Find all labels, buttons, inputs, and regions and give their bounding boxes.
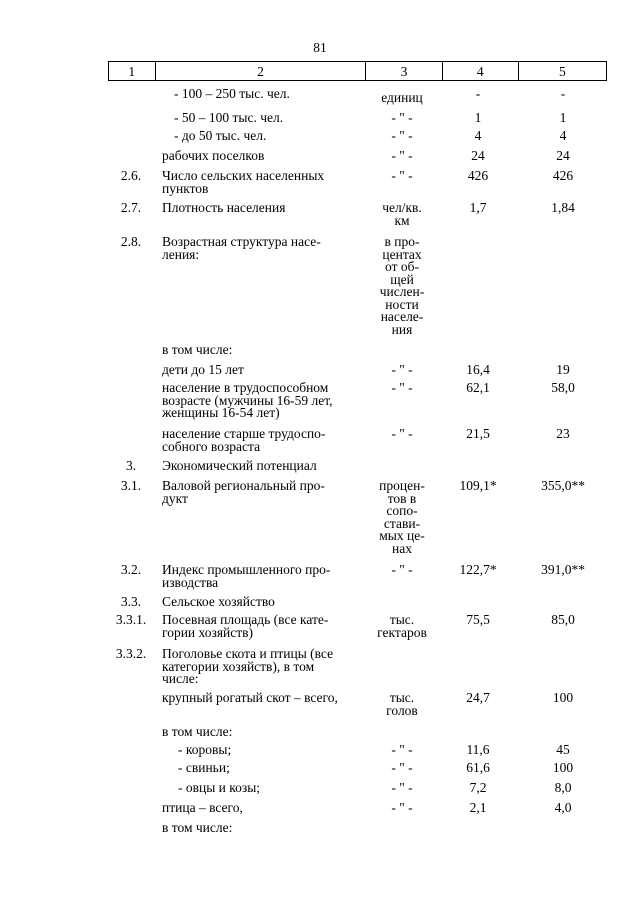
- header-col-5: 5: [518, 62, 606, 81]
- row-value-col5: 1,84: [551, 200, 575, 215]
- row-value-col4: 75,5: [466, 612, 490, 627]
- row-unit: - " -: [391, 380, 413, 395]
- row-unit: тыс. голов: [386, 690, 418, 718]
- page-number: 81: [313, 40, 327, 55]
- row-value-col5: 391,0**: [541, 562, 585, 577]
- row-unit: - " -: [391, 362, 413, 377]
- row-value-col5: 58,0: [551, 380, 575, 395]
- row-number: 3.2.: [120, 562, 142, 577]
- row-unit: - " -: [391, 562, 413, 577]
- row-label: население старше трудоспо- собного возраста: [162, 426, 326, 454]
- row-value-col5: 19: [556, 362, 570, 377]
- row-unit: единиц: [381, 90, 423, 105]
- row-label: - свиньи;: [178, 760, 230, 775]
- row-value-col5: 45: [556, 742, 570, 757]
- row-value-col5: 23: [556, 426, 570, 441]
- row-value-col5: 355,0**: [541, 478, 585, 493]
- row-unit: - " -: [391, 800, 413, 815]
- row-label: птица – всего,: [162, 800, 243, 815]
- header-col-2: 2: [155, 62, 366, 81]
- header-col-3: 3: [366, 62, 442, 81]
- row-value-col5: -: [560, 86, 566, 101]
- header-col-4: 4: [442, 62, 518, 81]
- row-label: - 50 – 100 тыс. чел.: [174, 110, 284, 125]
- row-unit: - " -: [391, 148, 413, 163]
- row-value-col5: 4: [559, 128, 567, 143]
- row-unit: - " -: [391, 742, 413, 757]
- row-number: 3.3.: [120, 594, 142, 609]
- row-value-col4: 1: [474, 110, 482, 125]
- row-value-col5: 100: [552, 760, 574, 775]
- row-value-col4: 4: [474, 128, 482, 143]
- row-unit: - " -: [391, 110, 413, 125]
- row-label: - овцы и козы;: [178, 780, 261, 795]
- row-value-col5: 24: [556, 148, 570, 163]
- row-label: Возрастная структура насе- ления:: [162, 234, 321, 262]
- row-value-col5: 85,0: [551, 612, 575, 627]
- row-number: 3.3.1.: [115, 612, 147, 627]
- row-value-col4: 61,6: [466, 760, 490, 775]
- row-value-col4: 2,1: [469, 800, 487, 815]
- row-value-col4: 16,4: [466, 362, 490, 377]
- row-unit: - " -: [391, 780, 413, 795]
- row-value-col4: 24,7: [466, 690, 490, 705]
- row-number: 3.3.2.: [115, 646, 147, 661]
- row-unit: - " -: [391, 168, 413, 183]
- row-label: Экономический потенциал: [162, 458, 317, 473]
- row-number: 2.8.: [120, 234, 142, 249]
- row-label: рабочих поселков: [162, 148, 265, 163]
- row-label: Число сельских населенных пунктов: [162, 168, 325, 196]
- row-label: население в трудоспособном возрасте (мужчины 16-59 лет, женщины 16-54 лет): [162, 380, 333, 420]
- row-label: Посевная площадь (все кате- гории хозяйств): [162, 612, 329, 640]
- row-unit: тыс. гектаров: [377, 612, 427, 640]
- row-value-col4: -: [475, 86, 481, 101]
- row-label: Плотность населения: [162, 200, 286, 215]
- row-unit: - " -: [391, 760, 413, 775]
- row-label: дети до 15 лет: [162, 362, 244, 377]
- row-unit: - " -: [391, 426, 413, 441]
- row-label: в том числе:: [162, 342, 233, 357]
- row-label: крупный рогатый скот – всего,: [162, 690, 338, 705]
- row-value-col5: 100: [552, 690, 574, 705]
- row-label: Поголовье скота и птицы (все категории хозяйств), в том числе:: [162, 646, 334, 686]
- row-label: - 100 – 250 тыс. чел.: [174, 86, 290, 101]
- row-value-col5: 4,0: [554, 800, 572, 815]
- row-value-col4: 1,7: [469, 200, 487, 215]
- row-number: 3.1.: [120, 478, 142, 493]
- row-value-col5: 1: [559, 110, 567, 125]
- row-value-col4: 11,6: [466, 742, 490, 757]
- row-value-col4: 24: [471, 148, 485, 163]
- header-col-1: 1: [109, 62, 156, 81]
- row-label: в том числе:: [162, 724, 233, 739]
- row-value-col4: 109,1*: [459, 478, 497, 493]
- row-label: Сельское хозяйство: [162, 594, 275, 609]
- row-unit: - " -: [391, 128, 413, 143]
- row-number: 2.6.: [120, 168, 142, 183]
- row-label: - коровы;: [178, 742, 232, 757]
- row-number: 3.: [125, 458, 137, 473]
- row-value-col4: 7,2: [469, 780, 487, 795]
- row-unit: процен- тов в сопо- стави- мых це- нах: [379, 478, 425, 556]
- row-value-col5: 8,0: [554, 780, 572, 795]
- row-label: Индекс промышленного про- изводства: [162, 562, 331, 590]
- row-label: в том числе:: [162, 820, 233, 835]
- row-value-col4: 62,1: [466, 380, 490, 395]
- row-label: - до 50 тыс. чел.: [174, 128, 267, 143]
- row-unit: в про- центах от об- щей числен- ности населе- ния: [379, 234, 425, 337]
- row-unit: чел/кв. км: [382, 200, 422, 228]
- row-value-col5: 426: [552, 168, 574, 183]
- row-value-col4: 21,5: [466, 426, 490, 441]
- row-number: 2.7.: [120, 200, 142, 215]
- row-label: Валовой региональный про- дукт: [162, 478, 325, 506]
- row-value-col4: 426: [467, 168, 489, 183]
- row-value-col4: 122,7*: [459, 562, 497, 577]
